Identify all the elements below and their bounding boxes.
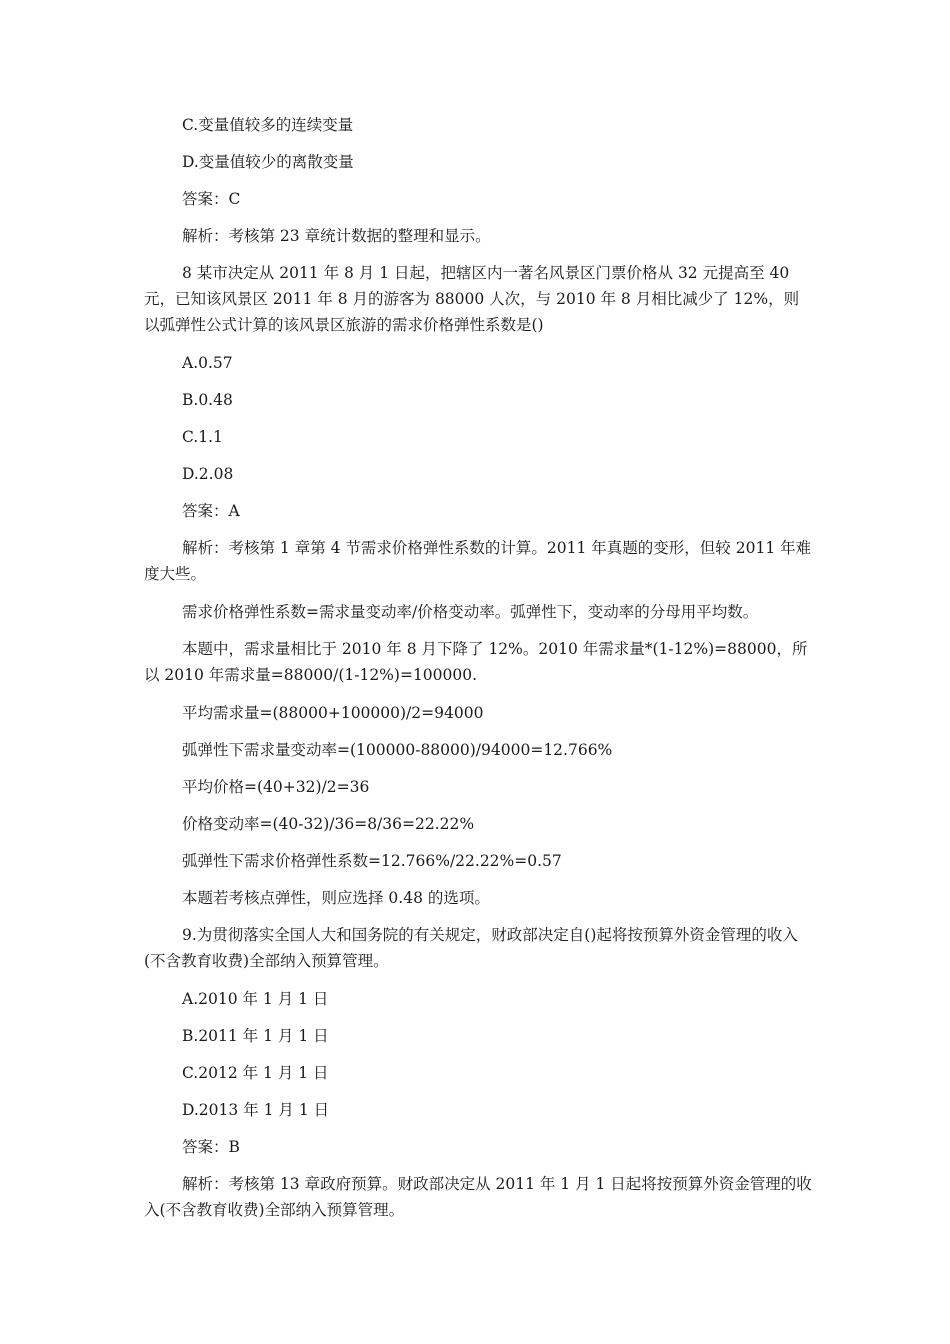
question-9: 9.为贯彻落实全国人大和国务院的有关规定，财政部决定自()起将按预算外资金管理的收入(不含教育收费)全部纳入预算管理。 [144,926,798,970]
q8-step-elasticity: 弧弹性下需求价格弹性系数=12.766%/22.22%=0.57 [182,852,562,870]
q8-option-b: B.0.48 [182,391,233,409]
q9-option-d: D.2013 年 1 月 1 日 [182,1101,330,1119]
q8-option-d: D.2.08 [182,465,234,483]
q9-analysis: 解析：考核第 13 章政府预算。财政部决定从 2011 年 1 月 1 日起将按预算外资金管理的收入(不含教育收费)全部纳入预算管理。 [144,1175,812,1219]
document-body [144,112,812,1223]
q8-option-a: A.0.57 [182,354,233,372]
q8-formula-note: 需求价格弹性系数=需求量变动率/价格变动率。弧弹性下，变动率的分母用平均数。 [182,603,759,621]
answer-prev: 答案：C [182,190,241,208]
q8-step-avg-demand: 平均需求量=(88000+100000)/2=94000 [182,704,484,722]
q9-answer: 答案：B [182,1138,240,1156]
q8-step-avg-price: 平均价格=(40+32)/2=36 [182,778,370,796]
q8-step-price-change: 价格变动率=(40-32)/36=8/36=22.22% [182,815,475,833]
q9-option-b: B.2011 年 1 月 1 日 [182,1027,329,1045]
analysis-prev: 解析：考核第 23 章统计数据的整理和显示。 [182,227,491,245]
q8-answer: 答案：A [182,502,240,520]
option-c-prev: C.变量值较多的连续变量 [182,116,354,134]
question-8: 8 某市决定从 2011 年 8 月 1 日起，把辖区内一著名风景区门票价格从 32 元提高至 40 元，已知该风景区 2011 年 8 月的游客为 88000 人次，与 2010 年 8 月相比减少了 12%，则以弧弹性公式计算的该风景区旅游的需求价格弹性系数是() [144,264,800,334]
q8-step-demand-change: 弧弹性下需求量变动率=(100000-88000)/94000=12.766% [182,741,613,759]
q9-option-a: A.2010 年 1 月 1 日 [182,990,329,1008]
q9-option-c: C.2012 年 1 月 1 日 [182,1064,329,1082]
q8-option-c: C.1.1 [182,428,223,446]
q8-note: 本题若考核点弹性，则应选择 0.48 的选项。 [182,889,490,907]
q8-analysis: 解析：考核第 1 章第 4 节需求价格弹性系数的计算。2011 年真题的变形，但较 2011 年难度大些。 [144,539,812,583]
option-d-prev: D.变量值较少的离散变量 [182,153,354,171]
q8-explanation: 本题中，需求量相比于 2010 年 8 月下降了 12%。2010 年需求量*(1-12%)=88000，所以 2010 年需求量=88000/(1-12%)=100000. [144,640,808,684]
